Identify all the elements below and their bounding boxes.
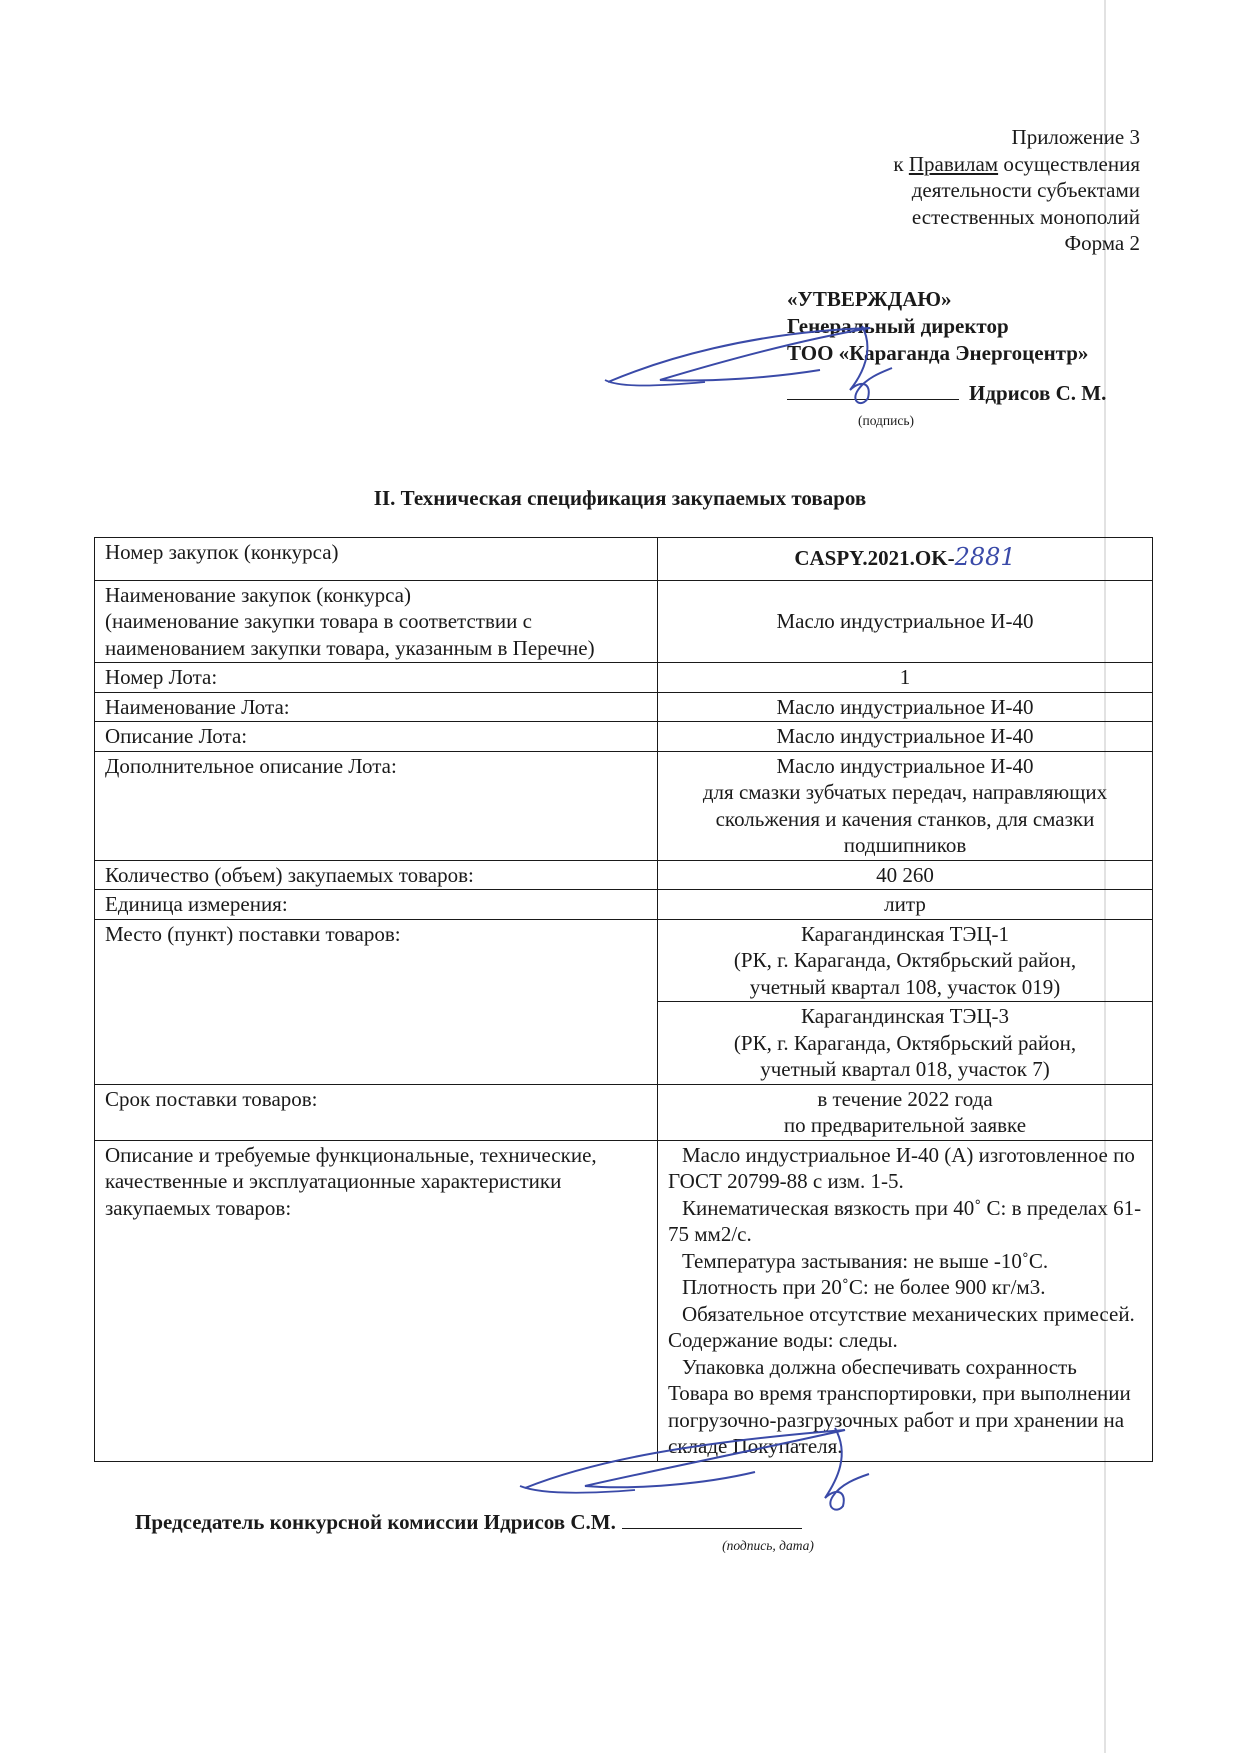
lot-description: Масло индустриальное И-40 bbox=[658, 722, 1153, 752]
table-row bbox=[95, 1140, 1153, 1461]
approver-name: Идрисов С. М. bbox=[969, 381, 1107, 405]
table-row bbox=[95, 751, 1153, 860]
table-row bbox=[95, 580, 1153, 663]
row-label: Дополнительное описание Лота: bbox=[95, 751, 658, 860]
chairman-signature-line bbox=[135, 1508, 1035, 1535]
approval-heading: «УТВЕРЖДАЮ» bbox=[787, 287, 952, 311]
row-label: Описание Лота: bbox=[95, 722, 658, 752]
table-row bbox=[95, 1084, 1153, 1140]
form-number: Форма 2 bbox=[1064, 231, 1140, 255]
lot-additional-description: Масло индустриальное И-40 для смазки зубчатых передач, направляющих скольжения и качения станков, для смазки подшипников bbox=[658, 751, 1153, 860]
row-label: Срок поставки товаров: bbox=[95, 1084, 658, 1140]
signature-blank bbox=[622, 1508, 802, 1529]
approval-block bbox=[787, 286, 1127, 367]
row-label: Место (пункт) поставки товаров: bbox=[95, 919, 658, 1084]
row-label: Наименование Лота: bbox=[95, 692, 658, 722]
signature-blank bbox=[787, 381, 959, 400]
spec-paragraph: Масло индустриальное И-40 (А) изготовленное по ГОСТ 20799-88 с изм. 1-5. bbox=[668, 1142, 1135, 1193]
spec-paragraph: Температура застывания: не выше -10˚С. bbox=[682, 1248, 1049, 1273]
table-row bbox=[95, 722, 1153, 752]
signature-caption: (подпись) bbox=[857, 413, 915, 428]
rules-link[interactable]: Правилам bbox=[908, 151, 999, 176]
row-label: Количество (объем) закупаемых товаров: bbox=[95, 860, 658, 890]
specification-table bbox=[94, 537, 1153, 1462]
row-label: Единица измерения: bbox=[95, 890, 658, 920]
table-row bbox=[95, 919, 1153, 1002]
quantity-value: 40 260 bbox=[658, 860, 1153, 890]
spec-paragraph: Упаковка должна обеспечивать сохранность Товара во время транспортировки, при выполнении погрузочно-разгрузочных работ и при хранении на складе Покупателя. bbox=[668, 1354, 1131, 1458]
row-label: Номер Лота: bbox=[95, 663, 658, 693]
spec-paragraph: Плотность при 20˚С: не более 900 кг/м3. bbox=[682, 1275, 1046, 1299]
characteristics-description bbox=[658, 1140, 1153, 1461]
table-row bbox=[95, 663, 1153, 693]
delivery-place-2: Карагандинская ТЭЦ-3 (РК, г. Караганда, Октябрьский район, учетный квартал 018, участок 7) bbox=[658, 1002, 1153, 1085]
table-row bbox=[95, 860, 1153, 890]
handwritten-number: 2881 bbox=[954, 543, 1016, 571]
appendix-header bbox=[640, 124, 1140, 257]
appendix-line: Приложение 3 bbox=[1011, 125, 1140, 149]
section-title: II. Техническая спецификация закупаемых товаров bbox=[373, 486, 867, 510]
approver-signature-line bbox=[787, 381, 1107, 406]
spec-paragraph: Обязательное отсутствие механических примесей. Содержание воды: следы. bbox=[668, 1301, 1135, 1352]
appendix-line: деятельности субъектами bbox=[911, 178, 1140, 202]
procurement-number: CASPY.2021.OK-2881 bbox=[658, 538, 1153, 581]
row-label: Описание и требуемые функциональные, технические, качественные и эксплуатационные характеристики закупаемых товаров: bbox=[95, 1140, 658, 1461]
approver-position: Генеральный директор bbox=[787, 314, 1009, 338]
unit-value: литр bbox=[658, 890, 1153, 920]
delivery-term: в течение 2022 года по предварительной заявке bbox=[658, 1084, 1153, 1140]
lot-name: Масло индустриальное И-40 bbox=[658, 692, 1153, 722]
row-label: Наименование закупок (конкурса) (наименование закупки товара в соответствии с наименованием закупки товара, указанным в Перечне) bbox=[95, 580, 658, 663]
delivery-place-1: Карагандинская ТЭЦ-1 (РК, г. Караганда, Октябрьский район, учетный квартал 108, участок 019) bbox=[658, 919, 1153, 1002]
chairman-signature-caption: (подпись, дата) bbox=[722, 1538, 814, 1553]
chairman-text: Председатель конкурсной комиссии Идрисов С.М. bbox=[135, 1510, 616, 1534]
appendix-line: к Правилам осуществления bbox=[893, 151, 1140, 176]
appendix-line: естественных монополий bbox=[911, 204, 1140, 229]
approver-company: ТОО «Караганда Энергоцентр» bbox=[787, 341, 1089, 365]
table-row bbox=[95, 890, 1153, 920]
table-row bbox=[95, 692, 1153, 722]
procurement-name: Масло индустриальное И-40 bbox=[658, 580, 1153, 663]
table-row bbox=[95, 538, 1153, 581]
lot-number: 1 bbox=[658, 663, 1153, 693]
row-label: Номер закупок (конкурса) bbox=[95, 538, 658, 581]
spec-paragraph: Кинематическая вязкость при 40˚ С: в пределах 61-75 мм2/с. bbox=[668, 1195, 1142, 1246]
